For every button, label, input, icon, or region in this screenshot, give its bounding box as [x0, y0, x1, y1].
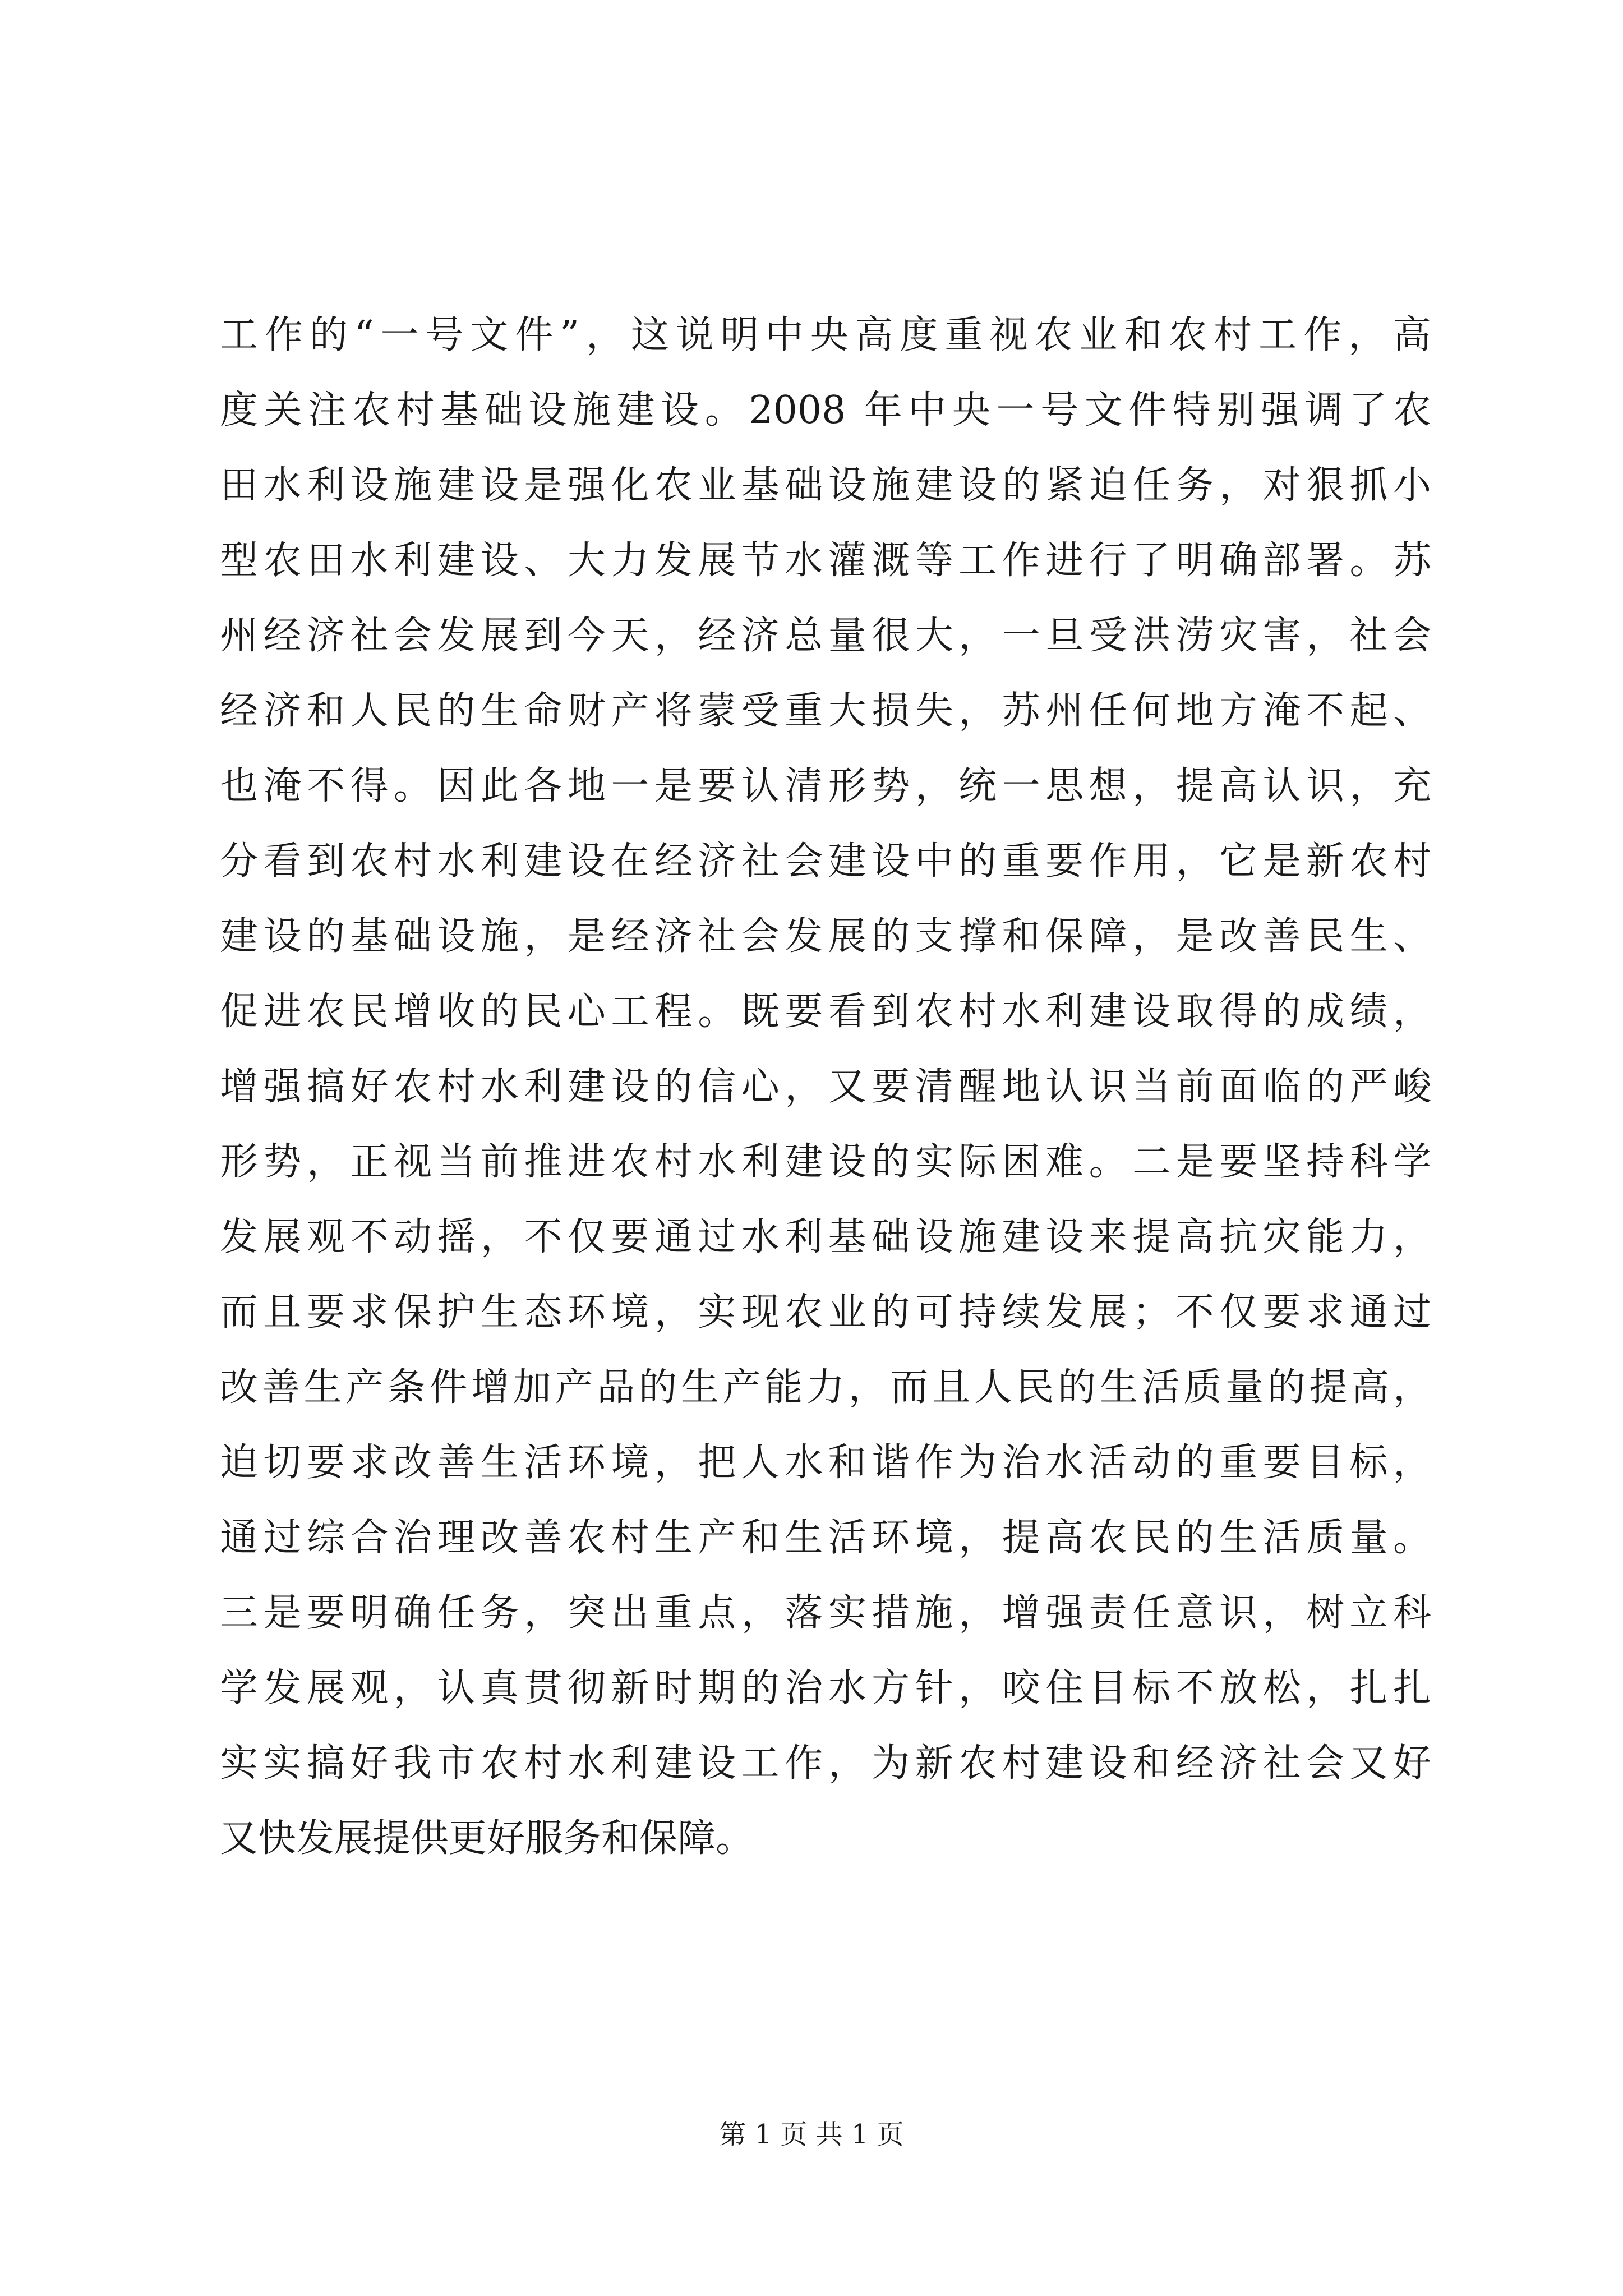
text-line: 经济和人民的生命财产将蒙受重大损失，苏州任何地方淹不起、 — [220, 689, 1431, 733]
text-line: 也淹不得。因此各地一是要认清形势，统一思想，提高认识，充 — [220, 764, 1431, 808]
text-line: 三是要明确任务，突出重点，落实措施，增强责任意识，树立科 — [220, 1591, 1431, 1635]
text-line: 形势，正视当前推进农村水利建设的实际困难。二是要坚持科学 — [220, 1140, 1431, 1184]
text-line: 增强搞好农村水利建设的信心，又要清醒地认识当前面临的严峻 — [220, 1065, 1431, 1109]
text-line: 分看到农村水利建设在经济社会建设中的重要作用，它是新农村 — [220, 839, 1431, 884]
text-line: 迫切要求改善生活环境，把人水和谐作为治水活动的重要目标， — [220, 1441, 1431, 1485]
text-line: 田水利设施建设是强化农业基础设施建设的紧迫任务，对狠抓小 — [220, 463, 1431, 508]
text-line: 型农田水利建设、大力发展节水灌溉等工作进行了明确部署。苏 — [220, 539, 1431, 583]
text-line: 又快发展提供更好服务和保障。 — [220, 1816, 754, 1861]
text-line: 学发展观，认真贯彻新时期的治水方针，咬住目标不放松，扎扎 — [220, 1666, 1431, 1710]
text-line: 而且要求保护生态环境，实现农业的可持续发展；不仅要求通过 — [220, 1290, 1431, 1335]
text-line: 通过综合治理改善农村生产和生活环境，提高农民的生活质量。 — [220, 1516, 1431, 1560]
text-line: 促进农民增收的民心工程。既要看到农村水利建设取得的成绩， — [220, 990, 1431, 1034]
text-line: 建设的基础设施，是经济社会发展的支撑和保障，是改善民生、 — [220, 914, 1431, 959]
text-line: 发展观不动摇，不仅要通过水利基础设施建设来提高抗灾能力， — [220, 1215, 1431, 1259]
page-number-footer: 第 1 页 共 1 页 — [719, 2119, 904, 2150]
text-line: 改善生产条件增加产品的生产能力，而且人民的生活质量的提高， — [220, 1365, 1431, 1410]
text-line: 度关注农村基础设施建设。2008 年中央一号文件特别强调了农 — [220, 388, 1431, 432]
text-line: 实实搞好我市农村水利建设工作，为新农村建设和经济社会又好 — [220, 1741, 1431, 1786]
text-line: 州经济社会发展到今天，经济总量很大，一旦受洪涝灾害，社会 — [220, 614, 1431, 658]
text-line: 工作的“一号文件”，这说明中央高度重视农业和农村工作，高 — [220, 313, 1431, 357]
